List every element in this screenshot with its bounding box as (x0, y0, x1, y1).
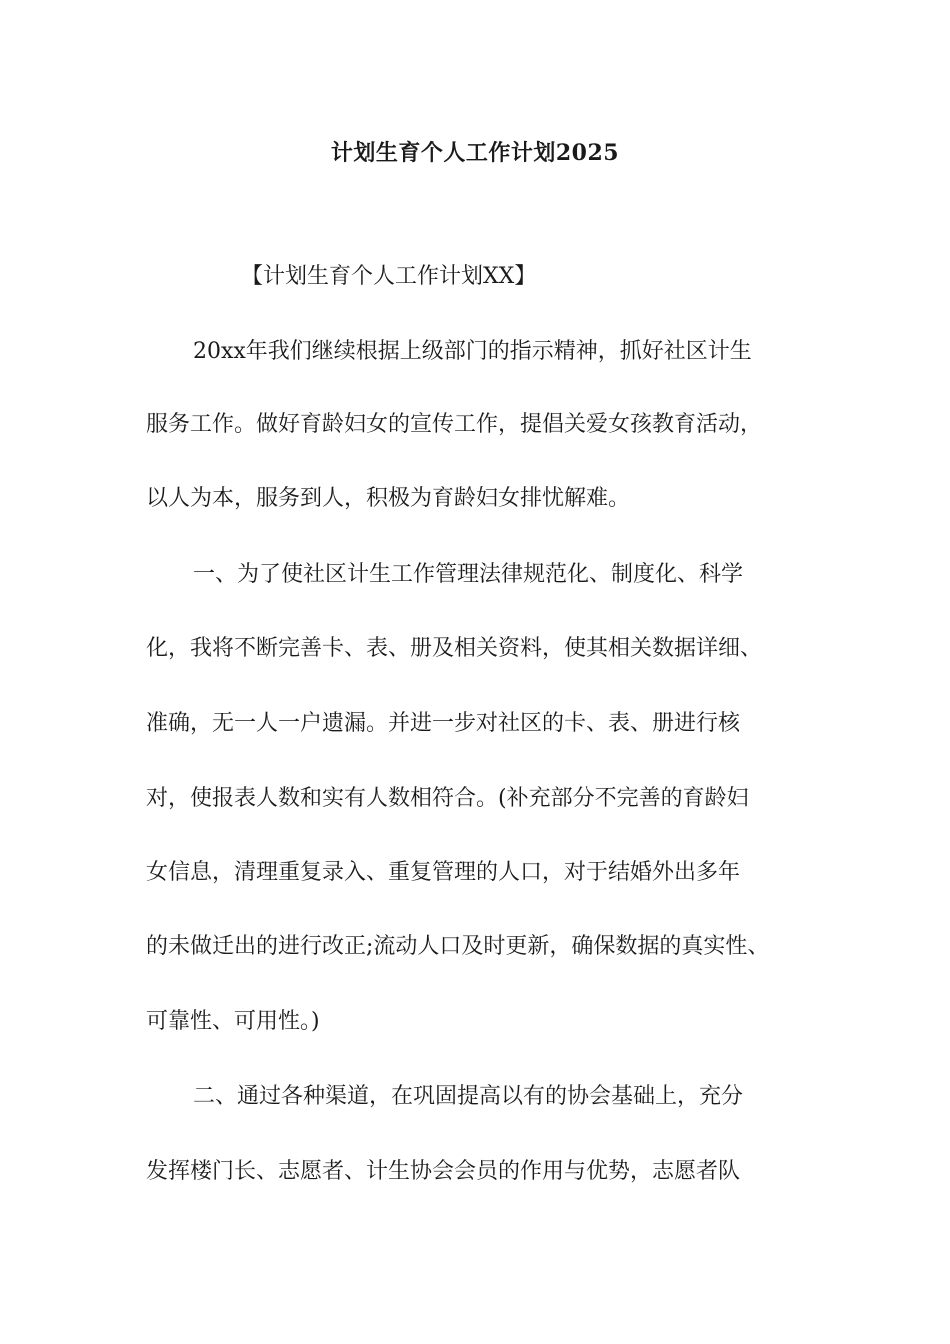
paragraph-line: 的未做迁出的进行改正;流动人口及时更新，确保数据的真实性、 (146, 934, 770, 959)
paragraph-line: 二、通过各种渠道，在巩固提高以有的协会基础上，充分 (193, 1084, 744, 1109)
paragraph-line: 化，我将不断完善卡、表、册及相关资料，使其相关数据详细、 (146, 636, 763, 661)
paragraph-line: 服务工作。做好育龄妇女的宣传工作，提倡关爱女孩教育活动， (146, 412, 763, 437)
paragraph-line: 女信息，清理重复录入、重复管理的人口，对于结婚外出多年 (146, 860, 741, 885)
paragraph-line: 发挥楼门长、志愿者、计生协会会员的作用与优势，志愿者队 (146, 1159, 741, 1184)
document-subtitle: 【计划生育个人工作计划XX】 (241, 264, 537, 289)
paragraph-line: 以人为本，服务到人，积极为育龄妇女排忧解难。 (146, 486, 631, 511)
document-title: 计划生育个人工作计划2025 (330, 140, 620, 166)
paragraph-line: 20xx年我们继续根据上级部门的指示精神，抓好社区计生 (193, 339, 752, 364)
paragraph-line: 对，使报表人数和实有人数相符合。(补充部分不完善的育龄妇 (146, 786, 749, 811)
paragraph-line: 准确，无一人一户遗漏。并进一步对社区的卡、表、册进行核 (146, 711, 741, 736)
paragraph-line: 一、为了使社区计生工作管理法律规范化、制度化、科学 (193, 562, 744, 587)
paragraph-line: 可靠性、可用性。) (146, 1009, 320, 1034)
